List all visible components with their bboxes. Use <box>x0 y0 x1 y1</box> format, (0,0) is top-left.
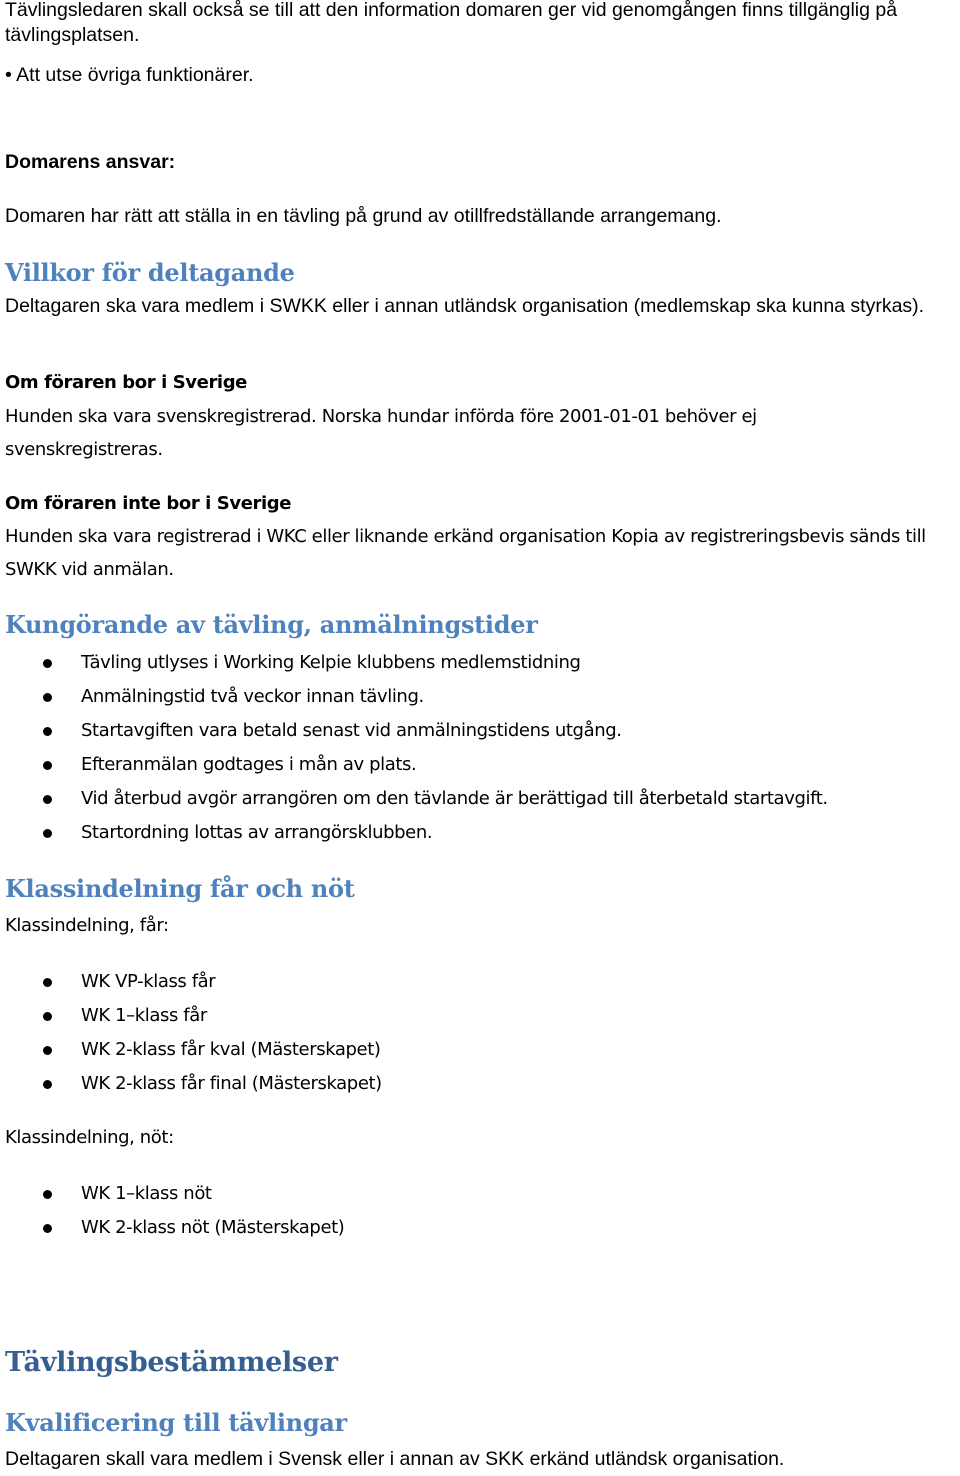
intro-bullet: • Att utse övriga funktionärer. <box>5 64 254 86</box>
list-item-text: Tävling utlyses i Working Kelpie klubbens medlemstidning <box>81 652 581 673</box>
list-item <box>0 1211 954 1245</box>
list-item-text: WK VP-klass får <box>81 971 216 992</box>
list-item <box>0 782 954 816</box>
bullet-icon <box>43 978 52 987</box>
bullet-icon <box>43 659 52 668</box>
list-item <box>0 748 954 782</box>
kvalificering-heading: Kvalificering till tävlingar <box>5 1408 347 1437</box>
bullet-icon <box>43 1080 52 1089</box>
list-item <box>0 965 954 999</box>
list-item-text: WK 2-klass får final (Mästerskapet) <box>81 1073 382 1094</box>
bullet-icon <box>43 1046 52 1055</box>
klassindelning-not-label: Klassindelning, nöt: <box>5 1127 174 1148</box>
utland-heading: Om föraren inte bor i Sverige <box>5 493 292 514</box>
domarens-ansvar-text: Domaren har rätt att ställa in en tävling på grund av otillfredställande arrangemang. <box>5 205 722 227</box>
kvalificering-text: Deltagaren skall vara medlem i Svensk eller i annan av SKK erkänd utländsk organisation. <box>5 1448 785 1470</box>
tavlingsbestammelser-heading: Tävlingsbestämmelser <box>5 1347 338 1378</box>
list-item <box>0 999 954 1033</box>
domarens-ansvar-heading: Domarens ansvar: <box>5 151 176 173</box>
bullet-icon <box>43 795 52 804</box>
list-item-text: Anmälningstid två veckor innan tävling. <box>81 686 424 707</box>
kungorande-heading: Kungörande av tävling, anmälningstider <box>5 610 538 639</box>
bullet-icon <box>43 693 52 702</box>
sverige-heading: Om föraren bor i Sverige <box>5 372 247 393</box>
klassindelning-far-label: Klassindelning, får: <box>5 915 169 936</box>
bullet-icon <box>43 727 52 736</box>
list-item-text: Vid återbud avgör arrangören om den tävlande är berättigad till återbetald startavgift. <box>81 788 828 809</box>
bullet-icon <box>43 1012 52 1021</box>
list-item <box>0 1067 954 1101</box>
klassindelning-heading: Klassindelning får och nöt <box>5 874 355 903</box>
list-item <box>0 714 954 748</box>
utland-text: Hunden ska vara registrerad i WKC eller liknande erkänd organisation Kopia av registreringsbevis sänds till SWKK vid anmälan. <box>5 526 926 580</box>
list-item-text: Startordning lottas av arrangörsklubben. <box>81 822 433 843</box>
bullet-icon <box>43 761 52 770</box>
list-item-text: WK 1–klass nöt <box>81 1183 212 1204</box>
bullet-icon <box>43 1190 52 1199</box>
bullet-icon <box>43 829 52 838</box>
villkor-text: Deltagaren ska vara medlem i SWKK eller i annan utländsk organisation (medlemskap ska kunna styrkas). <box>5 295 925 317</box>
list-item <box>0 816 954 850</box>
villkor-heading: Villkor för deltagande <box>5 258 295 287</box>
list-item <box>0 1033 954 1067</box>
list-item-text: Startavgiften vara betald senast vid anmälningstidens utgång. <box>81 720 622 741</box>
sverige-text: Hunden ska vara svenskregistrerad. Norska hundar införda före 2001-01-01 behöver ej svenskregistreras. <box>5 406 757 460</box>
list-item-text: WK 2-klass nöt (Mästerskapet) <box>81 1217 345 1238</box>
list-item <box>0 646 954 680</box>
list-item <box>0 680 954 714</box>
bullet-icon <box>43 1224 52 1233</box>
list-item-text: WK 1–klass får <box>81 1005 207 1026</box>
intro-paragraph: Tävlingsledaren skall också se till att den information domaren ger vid genomgången finns tillgänglig på tävlingsplatsen. <box>5 0 898 46</box>
list-item-text: WK 2-klass får kval (Mästerskapet) <box>81 1039 381 1060</box>
list-item <box>0 1177 954 1211</box>
list-item-text: Efteranmälan godtages i mån av plats. <box>81 754 417 775</box>
